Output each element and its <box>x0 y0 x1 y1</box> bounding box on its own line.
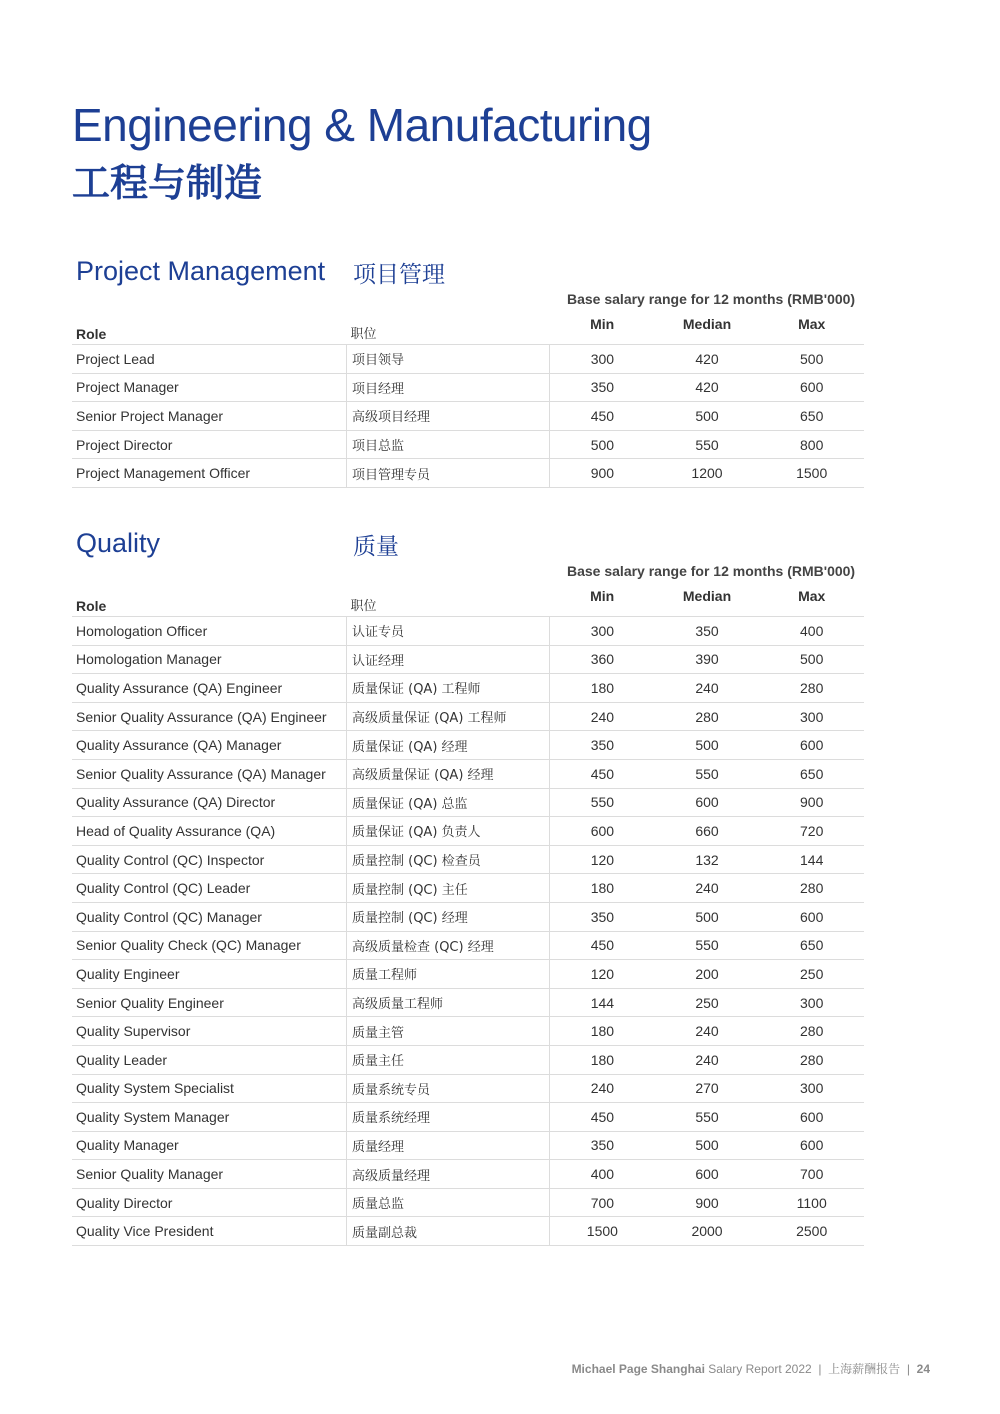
quality-section <box>72 528 864 1241</box>
table-row <box>72 645 864 674</box>
table-row <box>72 1045 864 1074</box>
role-cell: Quality Vice President <box>72 1217 347 1246</box>
section-title <box>72 256 864 296</box>
role-chinese-header: 职位 <box>350 599 377 614</box>
table-row <box>72 617 864 646</box>
role-chinese-cell: 质量经理 <box>347 1131 550 1160</box>
max-cell: 280 <box>759 874 864 903</box>
max-cell: 280 <box>759 674 864 703</box>
median-cell: 250 <box>655 988 760 1017</box>
max-cell: 700 <box>759 1160 864 1189</box>
salary-table <box>72 588 864 1246</box>
median-cell: 660 <box>655 817 760 846</box>
max-cell: 400 <box>759 617 864 646</box>
min-cell: 360 <box>550 645 655 674</box>
max-cell: 250 <box>759 960 864 989</box>
footer-separator: | <box>818 1362 822 1376</box>
min-cell: 600 <box>550 817 655 846</box>
table-row <box>72 960 864 989</box>
role-chinese-cell: 项目管理专员 <box>347 459 550 488</box>
median-cell: 132 <box>655 845 760 874</box>
table-row <box>72 902 864 931</box>
table-row <box>72 874 864 903</box>
table-row <box>72 1074 864 1103</box>
section-title-en: Project Management <box>76 256 326 286</box>
min-header: Min <box>590 316 615 332</box>
role-cell: Quality Manager <box>72 1131 347 1160</box>
role-chinese-cell: 认证经理 <box>347 645 550 674</box>
project-management-section <box>72 256 864 483</box>
min-cell: 144 <box>550 988 655 1017</box>
max-cell: 1500 <box>759 459 864 488</box>
role-chinese-cell: 高级质量经理 <box>347 1160 550 1189</box>
role-chinese-cell: 高级质量保证 (QA) 经理 <box>347 759 550 788</box>
section-title <box>72 528 864 568</box>
max-cell: 280 <box>759 1017 864 1046</box>
salary-range-label: Base salary range for 12 months (RMB'000) <box>567 563 856 579</box>
table-row <box>72 817 864 846</box>
table-row <box>72 674 864 703</box>
min-cell: 500 <box>550 430 655 459</box>
role-cell: Homologation Manager <box>72 645 347 674</box>
table-row <box>72 988 864 1017</box>
min-cell: 450 <box>550 402 655 431</box>
median-cell: 200 <box>655 960 760 989</box>
max-cell: 720 <box>759 817 864 846</box>
median-cell: 280 <box>655 702 760 731</box>
max-cell: 600 <box>759 1131 864 1160</box>
role-cell: Quality System Manager <box>72 1103 347 1132</box>
role-cell: Quality Control (QC) Leader <box>72 874 347 903</box>
table-row <box>72 931 864 960</box>
max-cell: 500 <box>759 645 864 674</box>
median-cell: 600 <box>655 1160 760 1189</box>
table-row <box>72 430 864 459</box>
max-cell: 600 <box>759 1103 864 1132</box>
median-cell: 420 <box>655 373 760 402</box>
min-cell: 350 <box>550 731 655 760</box>
median-cell: 500 <box>655 402 760 431</box>
salary-range-label: Base salary range for 12 months (RMB'000) <box>567 291 856 307</box>
max-cell: 300 <box>759 1074 864 1103</box>
role-cell: Project Lead <box>72 345 347 374</box>
max-cell: 300 <box>759 702 864 731</box>
min-header: Min <box>590 588 615 604</box>
max-cell: 650 <box>759 402 864 431</box>
min-cell: 900 <box>550 459 655 488</box>
median-cell: 550 <box>655 759 760 788</box>
min-cell: 400 <box>550 1160 655 1189</box>
median-cell: 550 <box>655 430 760 459</box>
max-cell: 2500 <box>759 1217 864 1246</box>
median-header: Median <box>682 316 732 332</box>
role-chinese-cell: 质量控制 (QC) 主任 <box>347 874 550 903</box>
role-cell: Quality Leader <box>72 1045 347 1074</box>
max-cell: 800 <box>759 430 864 459</box>
role-cell: Senior Quality Engineer <box>72 988 347 1017</box>
role-cell: Senior Quality Assurance (QA) Manager <box>72 759 347 788</box>
median-cell: 500 <box>655 1131 760 1160</box>
median-cell: 240 <box>655 1017 760 1046</box>
role-chinese-cell: 质量控制 (QC) 经理 <box>347 902 550 931</box>
median-cell: 390 <box>655 645 760 674</box>
max-cell: 500 <box>759 345 864 374</box>
table-row <box>72 1103 864 1132</box>
max-cell: 144 <box>759 845 864 874</box>
table-row <box>72 731 864 760</box>
role-cell: Project Manager <box>72 373 347 402</box>
role-cell: Quality Engineer <box>72 960 347 989</box>
median-cell: 550 <box>655 1103 760 1132</box>
footer-report: Salary Report 2022 <box>708 1362 812 1376</box>
role-chinese-cell: 质量系统专员 <box>347 1074 550 1103</box>
table-row <box>72 459 864 488</box>
role-chinese-cell: 高级项目经理 <box>347 402 550 431</box>
role-chinese-cell: 高级质量保证 (QA) 工程师 <box>347 702 550 731</box>
role-cell: Senior Project Manager <box>72 402 347 431</box>
max-cell: 600 <box>759 902 864 931</box>
min-cell: 550 <box>550 788 655 817</box>
role-cell: Quality System Specialist <box>72 1074 347 1103</box>
min-cell: 120 <box>550 845 655 874</box>
role-chinese-cell: 质量保证 (QA) 总监 <box>347 788 550 817</box>
table-row <box>72 1131 864 1160</box>
min-cell: 180 <box>550 1045 655 1074</box>
role-cell: Quality Director <box>72 1188 347 1217</box>
table-row <box>72 1188 864 1217</box>
role-cell: Project Management Officer <box>72 459 347 488</box>
median-cell: 500 <box>655 731 760 760</box>
max-cell: 300 <box>759 988 864 1017</box>
role-cell: Quality Supervisor <box>72 1017 347 1046</box>
role-chinese-cell: 高级质量检查 (QC) 经理 <box>347 931 550 960</box>
role-cell: Quality Assurance (QA) Manager <box>72 731 347 760</box>
min-cell: 240 <box>550 702 655 731</box>
footer-report-chinese: 上海薪酬报告 <box>828 1362 901 1376</box>
median-cell: 240 <box>655 874 760 903</box>
role-chinese-cell: 质量系统经理 <box>347 1103 550 1132</box>
role-header: Role <box>76 326 107 342</box>
min-cell: 450 <box>550 1103 655 1132</box>
min-cell: 300 <box>550 617 655 646</box>
section-title-cn: 项目管理 <box>353 262 445 288</box>
role-chinese-cell: 质量保证 (QA) 经理 <box>347 731 550 760</box>
role-chinese-cell: 质量保证 (QA) 工程师 <box>347 674 550 703</box>
median-cell: 270 <box>655 1074 760 1103</box>
page-title: Engineering & Manufacturing <box>72 99 652 151</box>
table-row <box>72 1217 864 1246</box>
min-cell: 350 <box>550 1131 655 1160</box>
table-row <box>72 845 864 874</box>
median-header: Median <box>682 588 732 604</box>
role-chinese-header: 职位 <box>350 327 377 342</box>
role-chinese-cell: 认证专员 <box>347 617 550 646</box>
min-cell: 350 <box>550 373 655 402</box>
min-cell: 350 <box>550 902 655 931</box>
median-cell: 350 <box>655 617 760 646</box>
min-cell: 240 <box>550 1074 655 1103</box>
max-cell: 600 <box>759 731 864 760</box>
max-cell: 280 <box>759 1045 864 1074</box>
max-cell: 650 <box>759 931 864 960</box>
role-chinese-cell: 项目总监 <box>347 430 550 459</box>
table-row <box>72 702 864 731</box>
min-cell: 120 <box>550 960 655 989</box>
footer-brand: Michael Page Shanghai <box>571 1362 705 1376</box>
role-chinese-cell: 质量保证 (QA) 负责人 <box>347 817 550 846</box>
role-chinese-cell: 质量工程师 <box>347 960 550 989</box>
table-row <box>72 345 864 374</box>
max-header: Max <box>798 588 826 604</box>
section-title-en: Quality <box>76 528 161 558</box>
table-row <box>72 759 864 788</box>
role-cell: Quality Assurance (QA) Director <box>72 788 347 817</box>
page-number: 24 <box>916 1362 930 1376</box>
role-cell: Senior Quality Manager <box>72 1160 347 1189</box>
table-row <box>72 373 864 402</box>
max-cell: 1100 <box>759 1188 864 1217</box>
table-row <box>72 788 864 817</box>
role-cell: Quality Control (QC) Manager <box>72 902 347 931</box>
role-cell: Senior Quality Check (QC) Manager <box>72 931 347 960</box>
median-cell: 420 <box>655 345 760 374</box>
role-chinese-cell: 质量副总裁 <box>347 1217 550 1246</box>
median-cell: 500 <box>655 902 760 931</box>
min-cell: 1500 <box>550 1217 655 1246</box>
role-chinese-cell: 高级质量工程师 <box>347 988 550 1017</box>
role-cell: Senior Quality Assurance (QA) Engineer <box>72 702 347 731</box>
min-cell: 300 <box>550 345 655 374</box>
max-cell: 600 <box>759 373 864 402</box>
role-cell: Homologation Officer <box>72 617 347 646</box>
max-cell: 650 <box>759 759 864 788</box>
role-chinese-cell: 项目经理 <box>347 373 550 402</box>
min-cell: 180 <box>550 674 655 703</box>
min-cell: 180 <box>550 874 655 903</box>
role-chinese-cell: 质量主管 <box>347 1017 550 1046</box>
min-cell: 180 <box>550 1017 655 1046</box>
section-title-cn: 质量 <box>353 534 399 560</box>
role-cell: Project Director <box>72 430 347 459</box>
median-cell: 240 <box>655 674 760 703</box>
role-chinese-cell: 项目领导 <box>347 345 550 374</box>
max-cell: 900 <box>759 788 864 817</box>
role-cell: Quality Assurance (QA) Engineer <box>72 674 347 703</box>
median-cell: 600 <box>655 788 760 817</box>
table-row <box>72 1160 864 1189</box>
max-header: Max <box>798 316 826 332</box>
role-chinese-cell: 质量控制 (QC) 检查员 <box>347 845 550 874</box>
median-cell: 1200 <box>655 459 760 488</box>
min-cell: 450 <box>550 931 655 960</box>
page-title-chinese: 工程与制造 <box>72 161 263 205</box>
median-cell: 2000 <box>655 1217 760 1246</box>
min-cell: 450 <box>550 759 655 788</box>
role-chinese-cell: 质量主任 <box>347 1045 550 1074</box>
role-header: Role <box>76 598 107 614</box>
salary-table <box>72 316 864 488</box>
footer <box>572 1360 930 1377</box>
median-cell: 240 <box>655 1045 760 1074</box>
role-cell: Quality Control (QC) Inspector <box>72 845 347 874</box>
table-row <box>72 1017 864 1046</box>
min-cell: 700 <box>550 1188 655 1217</box>
table-row <box>72 402 864 431</box>
role-chinese-cell: 质量总监 <box>347 1188 550 1217</box>
role-cell: Head of Quality Assurance (QA) <box>72 817 347 846</box>
median-cell: 900 <box>655 1188 760 1217</box>
footer-separator: | <box>906 1362 910 1376</box>
median-cell: 550 <box>655 931 760 960</box>
